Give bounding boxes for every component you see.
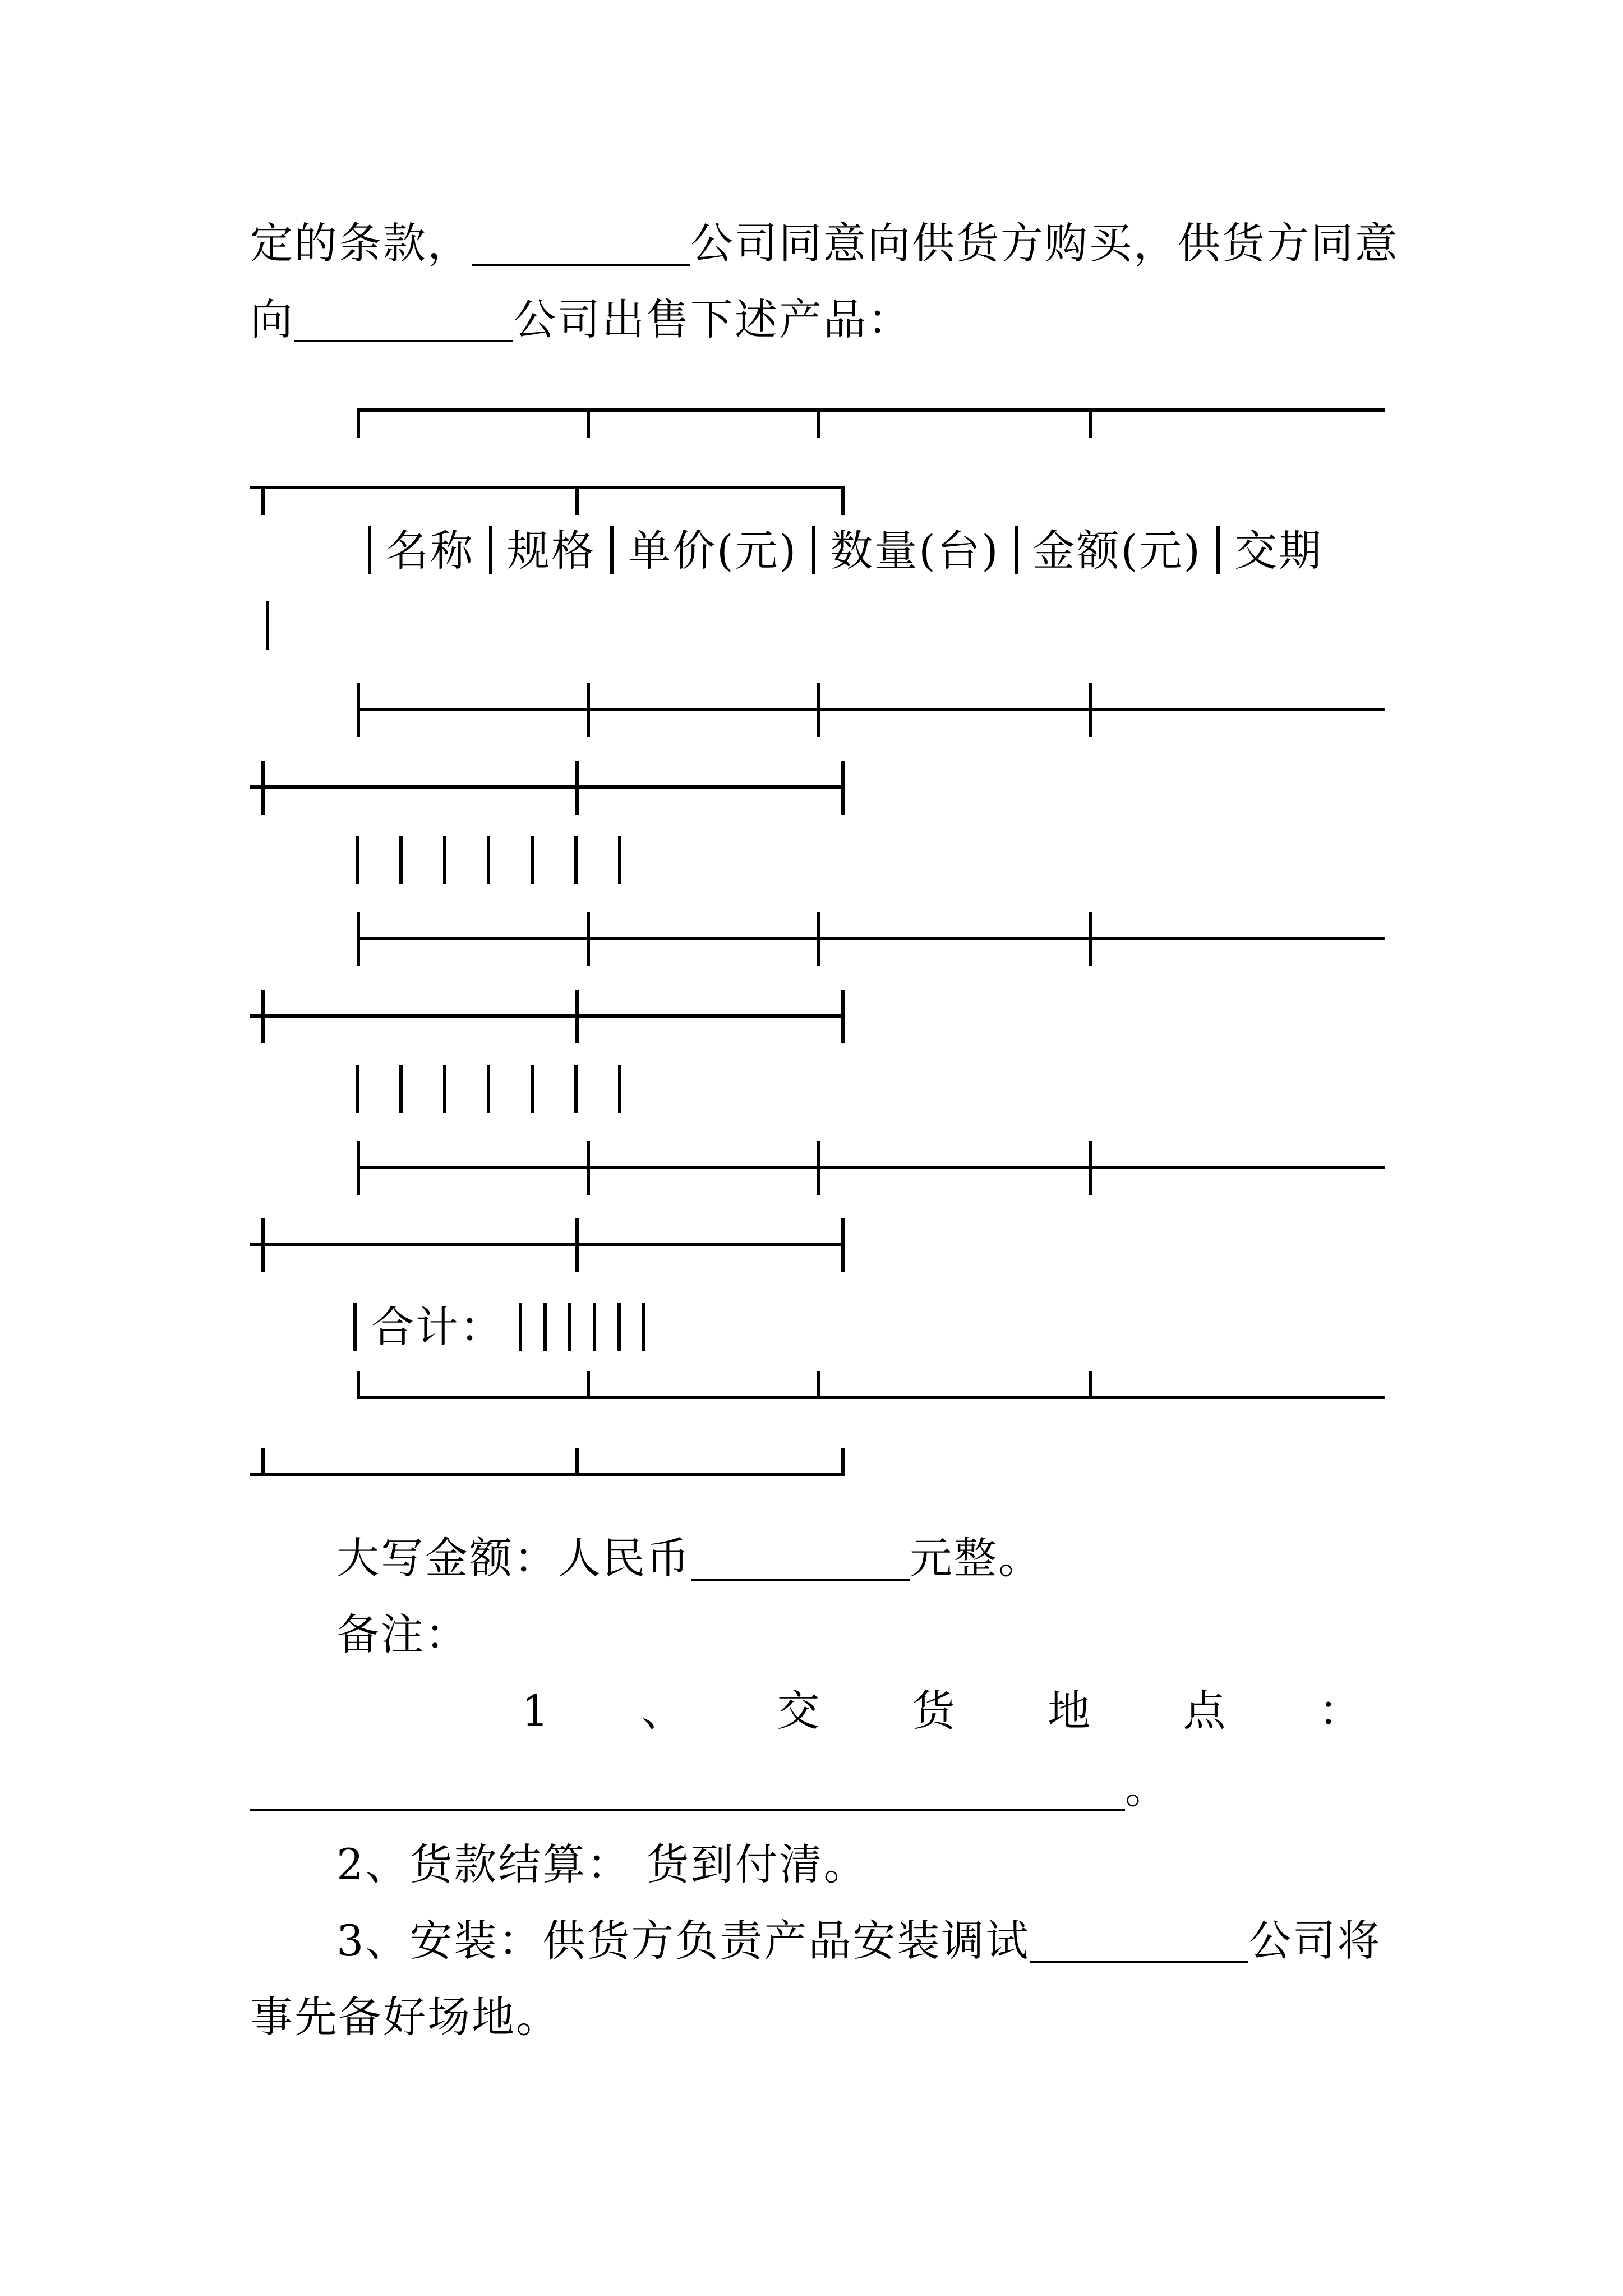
table-row-separator-2b	[250, 990, 845, 1043]
table-row-separator-3b	[250, 1218, 845, 1272]
table-row-separator-2a	[357, 912, 1385, 966]
note-1-char-6: 点	[1183, 1686, 1228, 1736]
amount-prefix: 大写金额：人民币	[336, 1533, 691, 1583]
blank-company-site	[1030, 1961, 1248, 1963]
intro-line-1	[250, 205, 1399, 282]
table-total-row	[353, 1289, 1385, 1365]
note-3-suffix: 公司将	[1248, 1916, 1382, 1966]
header-row-wrap-bar	[266, 601, 269, 650]
note-1-char-5: 地	[1048, 1686, 1092, 1736]
table-bottom-border-b	[250, 1448, 845, 1502]
header-name: 名称	[386, 526, 474, 576]
notes-label: 备注：	[336, 1609, 469, 1659]
note-1-end: 。	[1125, 1763, 1169, 1813]
intro-line-2-suffix: 公司出售下述产品：	[513, 295, 912, 344]
note-1-char-3: 交	[777, 1686, 822, 1736]
table-row-separator-3a	[357, 1141, 1385, 1195]
intro-line-1-prefix: 定的条款，	[250, 218, 472, 268]
intro-line-2	[250, 282, 1385, 358]
table-bottom-border-a	[357, 1371, 1385, 1425]
blank-company-seller	[294, 340, 513, 342]
note-1-char-7: ：	[1318, 1686, 1363, 1736]
table-row-separator-1a	[357, 683, 1385, 737]
total-label: 合计：	[371, 1302, 504, 1352]
amount-in-words-line	[336, 1520, 1385, 1596]
note-1-char-2: 、	[641, 1686, 686, 1736]
table-top-border-a	[357, 384, 1385, 438]
table-row-separator-1b	[250, 761, 845, 815]
note-3-line-2: 事先备好场地。	[250, 1992, 560, 2042]
blank-company-buyer	[472, 264, 690, 266]
table-header-row	[353, 513, 1385, 589]
intro-line-2-prefix: 向	[250, 295, 294, 344]
header-quantity: 数量(台)	[830, 526, 1000, 576]
header-delivery: 交期	[1234, 526, 1323, 576]
header-amount: 金额(元)	[1032, 526, 1202, 576]
note-3-line	[336, 1903, 1385, 1979]
header-spec: 规格	[507, 526, 596, 576]
note-3-prefix: 3、安装：供货方负责产品安装调试	[336, 1916, 1030, 1966]
note-1-line	[522, 1673, 1363, 1749]
intro-line-1-suffix: 公司同意向供货方购买，供货方同意	[690, 218, 1399, 268]
blank-delivery-place	[250, 1809, 1125, 1811]
table-top-border-b	[250, 461, 845, 515]
note-1-blank-line	[250, 1750, 1385, 1826]
blank-amount	[691, 1579, 910, 1581]
header-unit-price: 单价(元)	[628, 526, 798, 576]
note-1-char-1: 1	[522, 1686, 551, 1736]
amount-suffix: 元整。	[910, 1533, 1043, 1583]
note-1-char-4: 货	[912, 1686, 957, 1736]
note-2-line: 2、货款结算： 货到付清。	[336, 1839, 868, 1889]
